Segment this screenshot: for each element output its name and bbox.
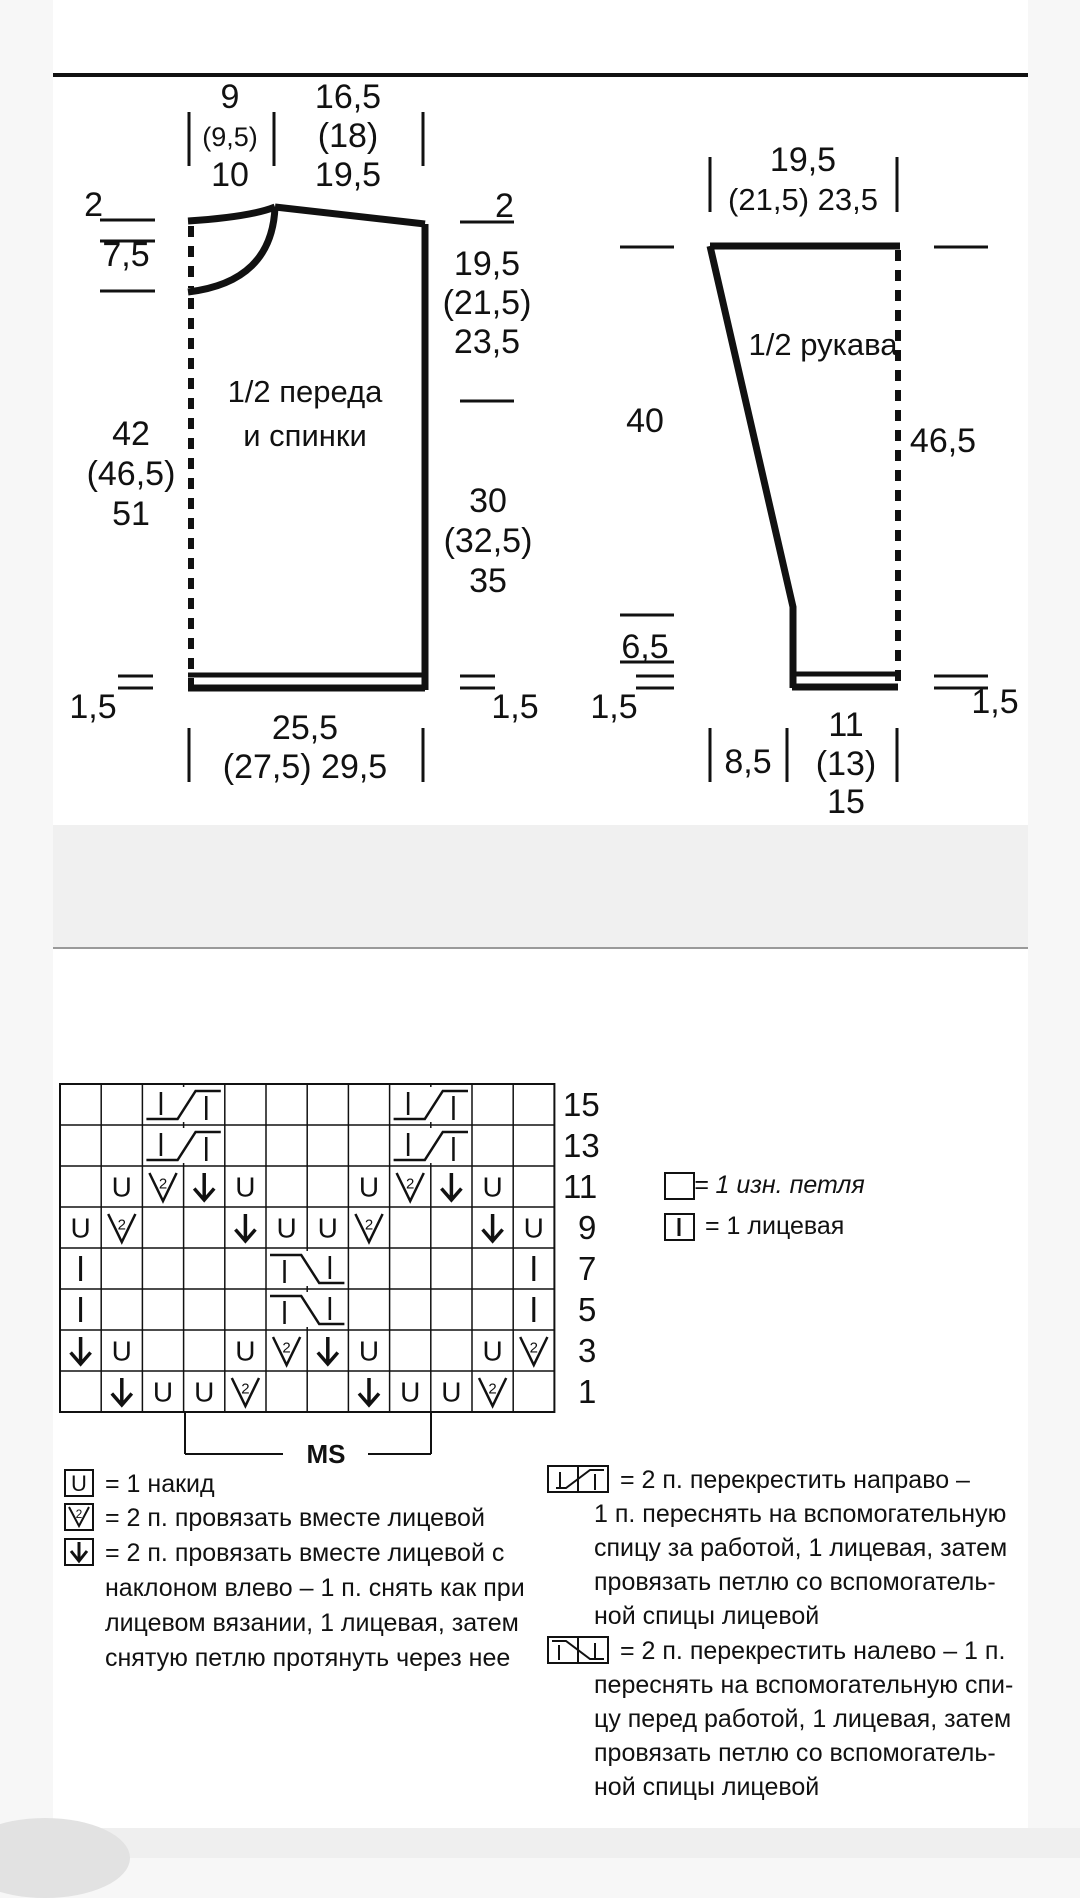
- legend-ssk-3: лицевом вязании, 1 лицевая, затем: [105, 1609, 519, 1637]
- stitch-chart-grid: [60, 1084, 554, 1412]
- neck-depth: 7,5: [102, 236, 150, 274]
- hem-left: 1,5: [69, 688, 117, 726]
- k2tog-mark-number: 2: [488, 1380, 497, 1398]
- k2tog-mark-number: 2: [117, 1216, 126, 1234]
- yarn-over-mark: U: [194, 1376, 215, 1408]
- sleeve-top-width-1: 19,5: [769, 141, 837, 179]
- top-left-width-1: 9: [220, 78, 240, 116]
- legend-cross-left-4: провязать петлю со вспомогатель-: [594, 1739, 996, 1767]
- row-number-5: 5: [578, 1291, 597, 1328]
- top-left-width-2: (9,5): [202, 122, 258, 152]
- row-number-9: 9: [578, 1209, 597, 1246]
- front-back-labels: [69, 78, 538, 786]
- armhole-depth-3: 23,5: [453, 323, 521, 361]
- repeat-label: MS: [306, 1439, 346, 1469]
- shoulder-drop: 2: [495, 187, 514, 225]
- sleeve-left-height: 40: [626, 402, 664, 440]
- sleeve-bottom-right-2: (13): [815, 745, 877, 783]
- shoulder-line: [275, 207, 425, 224]
- yarn-over-mark: U: [235, 1335, 256, 1367]
- legend-cross-right-4: провязать петлю со вспомогатель-: [594, 1568, 996, 1596]
- sleeve-top-width-2: (21,5) 23,5: [728, 182, 878, 217]
- k2tog-mark-number: 2: [364, 1216, 374, 1234]
- neckline: [188, 207, 275, 221]
- legend-cross-right-1: = 2 п. перекрестить направо –: [620, 1466, 970, 1494]
- row-number-1: 1: [578, 1373, 597, 1410]
- hem-right: 1,5: [491, 688, 539, 726]
- legend-cross-right-2: 1 п. переснять на вспомогательную: [594, 1500, 1007, 1528]
- legend-cross-left-1: = 2 п. перекрестить налево – 1 п.: [620, 1637, 1006, 1665]
- legend-cross-right-5: ной спицы лицевой: [594, 1602, 820, 1630]
- yarn-over-mark: U: [523, 1212, 544, 1244]
- body-height-1: 42: [112, 415, 150, 453]
- shoulder-width-2: (18): [317, 117, 379, 155]
- shoulder-width-3: 19,5: [314, 156, 382, 194]
- side-length-3: 35: [469, 562, 507, 600]
- sleeve-bottom-left-width: 8,5: [724, 743, 772, 781]
- sleeve-cuff-height: 6,5: [621, 628, 669, 666]
- shoulder-width-1: 16,5: [314, 78, 382, 116]
- yarn-over-mark: U: [111, 1171, 132, 1203]
- side-length-1: 30: [469, 482, 507, 520]
- legend-ssk-4: снятую петлю протянуть через нее: [105, 1644, 511, 1672]
- sleeve-right-height: 46,5: [909, 422, 977, 460]
- bottom-width-1: 25,5: [271, 709, 339, 747]
- armhole-depth-1: 19,5: [453, 245, 521, 283]
- chart-row-numbers: [563, 1086, 600, 1410]
- body-height-3: 51: [112, 495, 150, 533]
- k2tog-mark-number: 2: [406, 1175, 415, 1193]
- yarn-over-mark: U: [358, 1171, 380, 1203]
- svg-text:U: U: [71, 1471, 87, 1496]
- purl-symbol-icon: [665, 1173, 694, 1199]
- row-number-13: 13: [563, 1127, 600, 1164]
- legend-cross-right-3: спицу за работой, 1 лицевая, затем: [594, 1534, 1008, 1562]
- yarn-over-mark: U: [111, 1335, 132, 1367]
- front-back-label-2: и спинки: [243, 418, 367, 453]
- yarn-over-mark: U: [358, 1335, 380, 1367]
- yarn-over-mark: U: [441, 1376, 462, 1408]
- yarn-over-mark: U: [317, 1212, 338, 1244]
- row-number-7: 7: [578, 1250, 597, 1287]
- sleeve-label: 1/2 рукава: [748, 327, 898, 362]
- legend-ssk-2: наклоном влево – 1 п. снять как при: [105, 1574, 525, 1602]
- sleeve-hem-left: 1,5: [590, 688, 638, 726]
- k2tog-mark-number: 2: [529, 1339, 538, 1357]
- legend-ssk-1: = 2 п. провязать вместе лицевой с: [105, 1539, 505, 1567]
- sleeve-seam: [710, 246, 793, 688]
- sleeve-piece: [620, 157, 988, 782]
- legend-cross-left-2: переснять на вспомогательную спи-: [594, 1671, 1014, 1699]
- k2tog-mark-number: 2: [282, 1339, 291, 1357]
- k2tog-mark-number: 2: [158, 1175, 168, 1193]
- yarn-over-mark: U: [152, 1376, 174, 1408]
- row-number-3: 3: [578, 1332, 597, 1369]
- svg-text:2: 2: [75, 1507, 83, 1521]
- side-length-2: (32,5): [443, 522, 533, 560]
- yarn-over-mark: U: [482, 1171, 503, 1203]
- legend-cross-left-5: ной спицы лицевой: [594, 1773, 820, 1801]
- yarn-over-mark: U: [70, 1212, 91, 1244]
- sleeve-bottom-right-3: 15: [827, 783, 865, 821]
- armhole-depth-2: (21,5): [442, 284, 532, 322]
- legend-cross-left-3: цу перед работой, 1 лицевая, затем: [594, 1705, 1012, 1733]
- legend-k2tog: = 2 п. провязать вместе лицевой: [105, 1504, 485, 1532]
- yarn-over-mark: U: [276, 1212, 297, 1244]
- legend-knit: = 1 лицевая: [705, 1212, 845, 1240]
- yarn-over-mark: U: [400, 1376, 421, 1408]
- k2tog-mark-number: 2: [241, 1380, 250, 1398]
- yarn-over-mark: U: [235, 1171, 256, 1203]
- row-number-15: 15: [563, 1086, 600, 1123]
- front-back-label-1: 1/2 переда: [227, 374, 383, 409]
- legend-purl: = 1 изн. петля: [694, 1171, 865, 1199]
- top-left-width-3: 10: [211, 156, 249, 194]
- bottom-width-2: (27,5) 29,5: [222, 748, 388, 786]
- neck-rise: 2: [84, 186, 103, 224]
- sleeve-bottom-right-1: 11: [828, 706, 864, 744]
- row-number-11: 11: [563, 1168, 598, 1205]
- legend-yarn-over: = 1 накид: [105, 1470, 215, 1498]
- yarn-over-mark: U: [482, 1335, 503, 1367]
- sleeve-hem-right: 1,5: [971, 683, 1019, 721]
- body-height-2: (46,5): [86, 455, 176, 493]
